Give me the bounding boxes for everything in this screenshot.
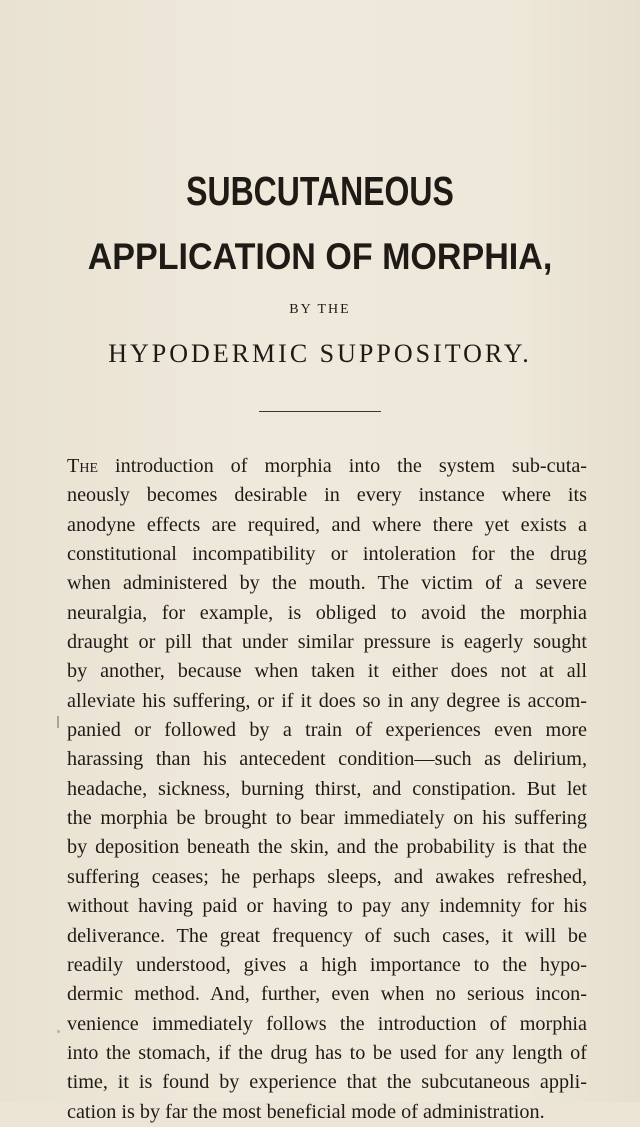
body-line: harassing than his antecedent condition—such as delirium, xyxy=(67,748,587,771)
body-line: neously becomes desirable in every instance where its xyxy=(67,484,587,507)
title-line-3: HYPODERMIC SUPPOSITORY. xyxy=(108,339,532,368)
body-line: readily understood, gives a high importance to the hypo- xyxy=(67,953,587,976)
body-line: into the stomach, if the drug has to be used for any length of xyxy=(67,1041,587,1064)
body-line: when administered by the mouth. The victim of a severe xyxy=(67,572,587,595)
body-line: without having paid or having to pay any indemnity for his xyxy=(67,895,587,918)
body-line: draught or pill that under similar pressure is eagerly sought xyxy=(67,631,587,654)
body-line: suffering ceases; he perhaps sleeps, and awakes refreshed, xyxy=(67,865,587,888)
body-line: by another, because when taken it either does not at all xyxy=(67,660,587,683)
body-line-1-rest: introduction of morphia into the system sub-cuta- xyxy=(98,455,587,477)
body-line: the morphia be brought to bear immediately on his suffering xyxy=(67,807,587,830)
body-line: dermic method. And, further, even when no serious incon- xyxy=(67,983,587,1006)
body-paragraph xyxy=(67,452,587,1127)
body-line: alleviate his suffering, or if it does so in any degree is accom- xyxy=(67,689,587,712)
body-line: by deposition beneath the skin, and the probability is that the xyxy=(67,836,587,859)
ink-dot xyxy=(57,1030,60,1033)
body-line: panied or followed by a train of experiences even more xyxy=(67,719,587,742)
title-by: BY THE xyxy=(289,302,351,317)
body-line: neuralgia, for example, is obliged to avoid the morphia xyxy=(67,601,587,624)
body-line: constitutional incompatibility or intoleration for the drug xyxy=(67,543,587,566)
ink-mark xyxy=(57,716,59,728)
body-line: deliverance. The great frequency of such cases, it will be xyxy=(67,924,587,947)
body-line: time, it is found by experience that the subcutaneous appli- xyxy=(67,1071,587,1094)
title-line-1: SUBCUTANEOUS xyxy=(186,168,454,214)
divider-rule xyxy=(259,411,381,412)
first-word: The xyxy=(67,455,98,477)
body-line: headache, sickness, burning thirst, and constipation. But let xyxy=(67,777,587,800)
body-line: anodyne effects are required, and where there yet exists a xyxy=(67,513,587,536)
body-line: cation is by far the most beneficial mode of administration. xyxy=(67,1100,545,1123)
title-line-2: APPLICATION OF MORPHIA, xyxy=(87,236,553,277)
body-line: venience immediately follows the introduction of morphia xyxy=(67,1012,587,1035)
body-line-1 xyxy=(67,452,587,481)
